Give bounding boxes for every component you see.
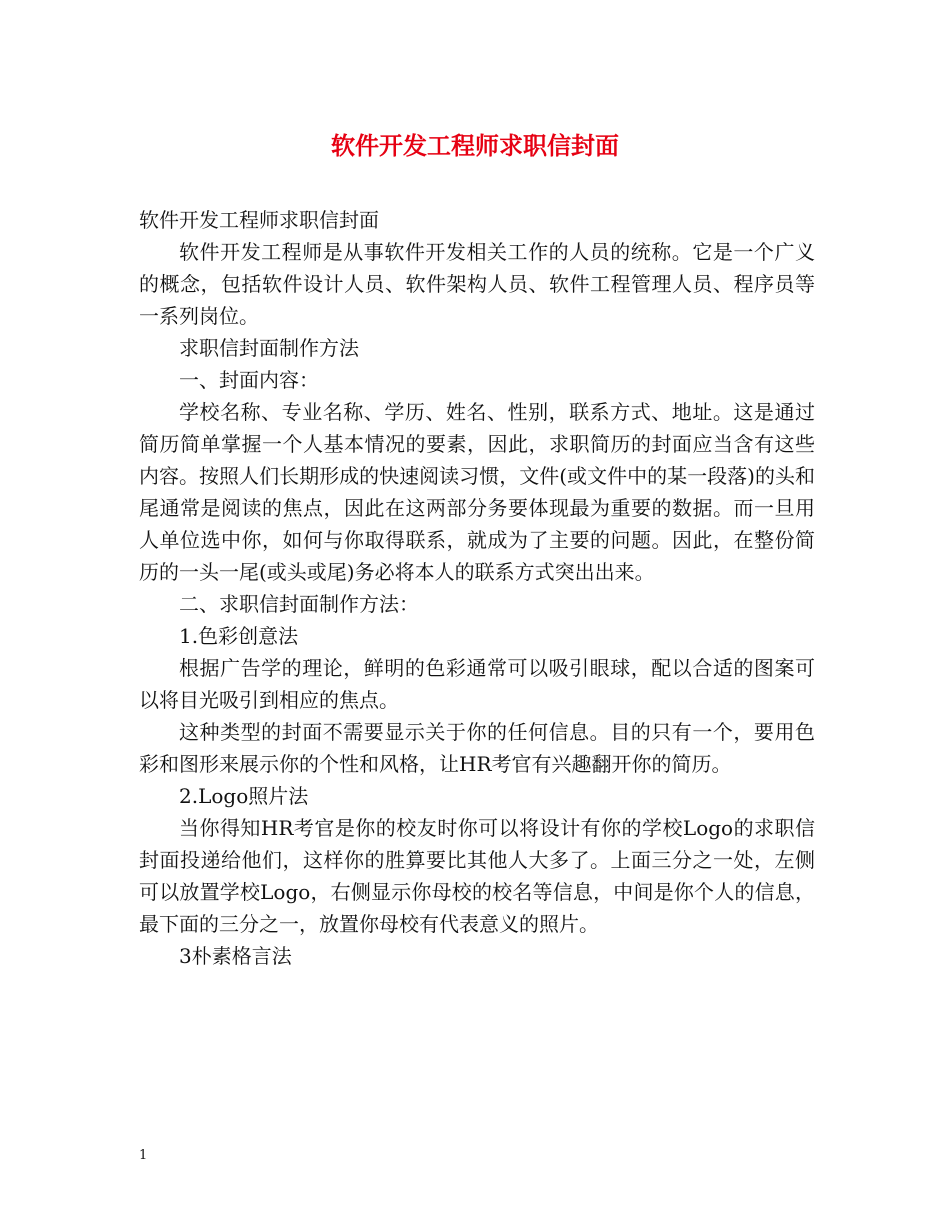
document-title: 软件开发工程师求职信封面 — [331, 131, 619, 160]
section-heading-content: 一、封面内容： — [179, 368, 319, 392]
section-heading-techniques: 二、求职信封面制作方法： — [179, 592, 419, 616]
paragraph-subtitle: 软件开发工程师求职信封面 — [139, 208, 379, 232]
paragraph-logo-method: 当你得知HR考官是你的校友时你可以将设计有你的学校Logo的求职信封面投递给他们，这样你的胜算要比其他人大多了。上面三分之一处，左侧可以放置学校Logo，右侧显示你母校的校名等信息，中间是你个人的信息，最下面的三分之一，放置你母校有代表意义的照片。 — [139, 816, 815, 936]
paragraph-color-purpose: 这种类型的封面不需要显示关于你的任何信息。目的只有一个，要用色彩和图形来展示你的个性和风格，让HR考官有兴趣翻开你的简历。 — [139, 720, 815, 776]
section-heading-methods: 求职信封面制作方法 — [179, 336, 359, 360]
subheading-logo-method: 2.Logo照片法 — [179, 784, 309, 808]
page-number: 1 — [139, 1148, 148, 1163]
document-body — [139, 204, 815, 972]
paragraph-color-theory: 根据广告学的理论，鲜明的色彩通常可以吸引眼球，配以合适的图案可以将目光吸引到相应的焦点。 — [139, 656, 815, 712]
subheading-motto-method: 3朴素格言法 — [179, 944, 292, 968]
subheading-color-method: 1.色彩创意法 — [179, 624, 299, 648]
paragraph-content: 学校名称、专业名称、学历、姓名、性别，联系方式、地址。这是通过简历简单掌握一个人基本情况的要素，因此，求职简历的封面应当含有这些内容。按照人们长期形成的快速阅读习惯，文件(或文件中的某一段落)的头和尾通常是阅读的焦点，因此在这两部分务要体现最为重要的数据。而一旦用人单位选中你，如何与你取得联系，就成为了主要的问题。因此，在整份简历的一头一尾(或头或尾)务必将本人的联系方式突出出来。 — [139, 400, 815, 584]
paragraph-intro: 软件开发工程师是从事软件开发相关工作的人员的统称。它是一个广义的概念，包括软件设计人员、软件架构人员、软件工程管理人员、程序员等一系列岗位。 — [139, 240, 815, 328]
